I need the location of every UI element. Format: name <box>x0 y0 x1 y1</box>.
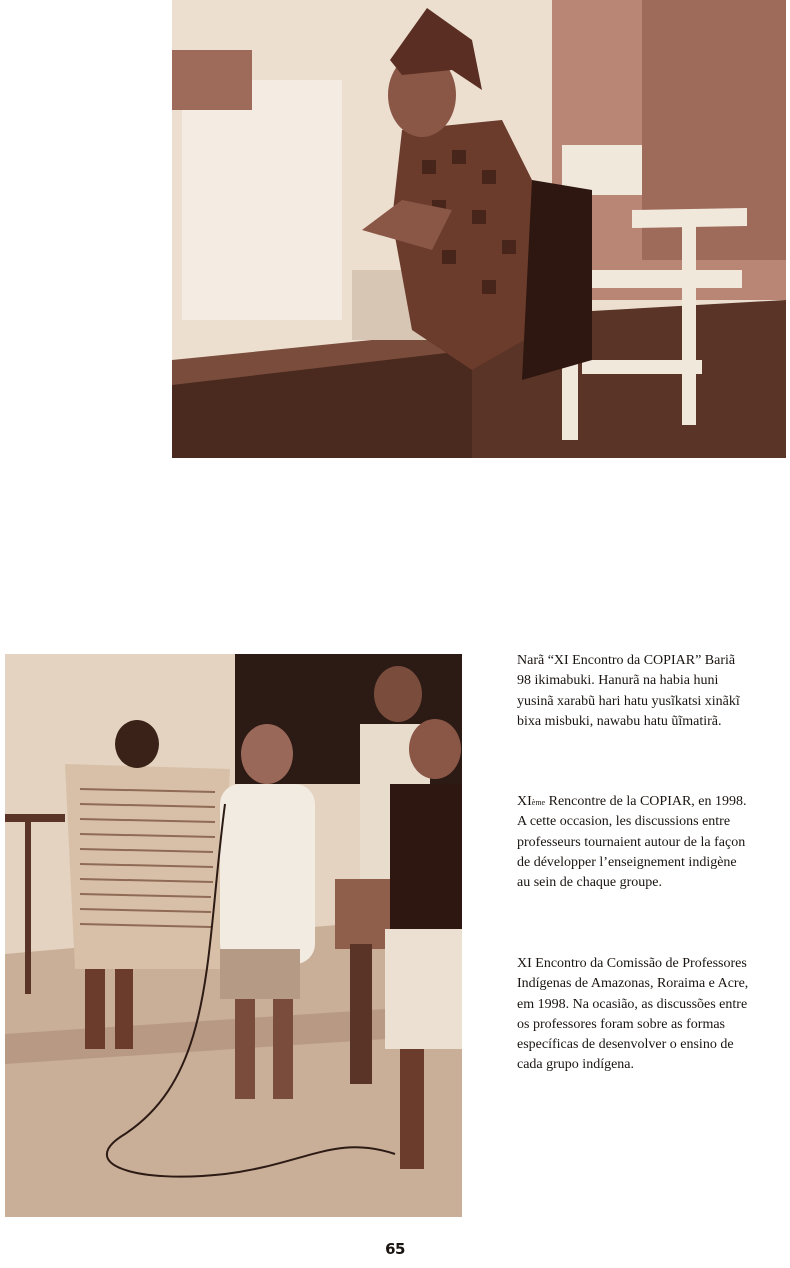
caption-portuguese: XI Encontro da Comissão de Professores Indígenas de Amazonas, Roraima e Acre, em 1998. Na ocasião, as discussões entre os professores foram sobre as formas específicas de desenvolver o ensino de cada grupo indígena. <box>517 956 749 1073</box>
caption-french-text: Rencontre de la COPIAR, en 1998. A cette occasion, les discussions entre professeurs tournaient autour de la façon de développer l’enseignement indigène au sein de chaque groupe. <box>517 794 747 891</box>
caption-french-superscript: ème <box>531 798 546 807</box>
photo-top-illustration <box>172 0 786 458</box>
photo-man-writing-at-desk <box>172 0 786 458</box>
caption-french <box>517 792 749 893</box>
caption-kaxinawa: Narã “XI Encontro da COPIAR” Bariã 98 ikimabuki. Hanurã na habia huni yusinã xarabũ hari hatu yusĩkatsi xinãkĩ bixa misbuki, nawabu hatu ũĩmatirã. <box>517 653 740 729</box>
page-number: 65 <box>385 1240 405 1258</box>
caption-french-prefix: XI <box>517 794 532 809</box>
photo-group-presenting-poster <box>5 654 462 1217</box>
photo-bottom-illustration <box>5 654 462 1217</box>
